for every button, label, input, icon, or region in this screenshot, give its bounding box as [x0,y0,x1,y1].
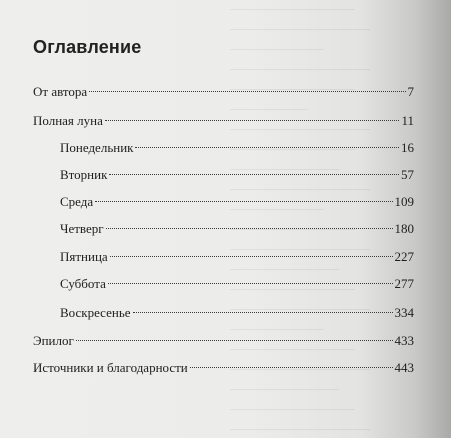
toc-entry-page: 334 [394,305,414,320]
toc-entry-title: Пятница [60,249,108,264]
page-title: Оглавление [33,37,142,57]
toc-entry-page: 180 [394,221,414,236]
dot-leader [109,174,399,175]
toc-entry-page: 11 [401,113,414,128]
toc-entry [60,304,414,322]
toc-entry-title: Понедельник [60,140,134,155]
toc-entry-page: 7 [407,84,414,99]
dot-leader [106,228,393,229]
toc-entry-page: 443 [394,360,414,375]
toc-entry [33,359,414,377]
dot-leader [110,256,393,257]
toc-entry-page: 16 [401,140,414,155]
toc-entry-page: 57 [401,167,414,182]
toc-entry-page: 433 [394,333,414,348]
toc-entry-title: Эпилог [33,333,74,348]
toc-entry [33,83,414,101]
toc-entry-title: От автора [33,84,88,99]
show-through-texture: ──────────────── ────────────────── ──────────── ────────────────── ──────────────── ────────── ────────────────── ──────────────── ────────────── ────────────────── ──────────── ──────────────── ────────────────── ────────────── ──────────────── ────────────────── ──────────── ──────────────── ────────────────── ────────────── ──────────────── ────────────────── [230,4,371,436]
dot-leader [89,91,405,92]
toc-entry-title: Источники и благодарности [33,360,188,375]
dot-leader [76,340,393,341]
dot-leader [135,147,399,148]
toc-entry [33,112,414,130]
toc-entry [60,193,414,211]
dot-leader [133,312,393,313]
toc-entry [33,332,414,350]
toc-entry [60,275,414,293]
toc-entry-title: Полная луна [33,113,103,128]
toc-entry-title: Вторник [60,167,108,182]
toc-entry-title: Воскресенье [60,305,131,320]
toc-entry-title: Среда [60,194,94,209]
toc-entry-page: 109 [394,194,414,209]
dot-leader [105,120,400,121]
dot-leader [190,367,393,368]
dot-leader [95,201,392,202]
toc-entry [60,139,414,157]
toc-entry-page: 277 [394,276,414,291]
toc-entry-page: 227 [394,249,414,264]
toc-entry-title: Суббота [60,276,106,291]
toc-entry [60,248,414,266]
toc-entry [60,220,414,238]
toc-entry-title: Четверг [60,221,104,236]
dot-leader [108,283,393,284]
toc-entry [60,166,414,184]
